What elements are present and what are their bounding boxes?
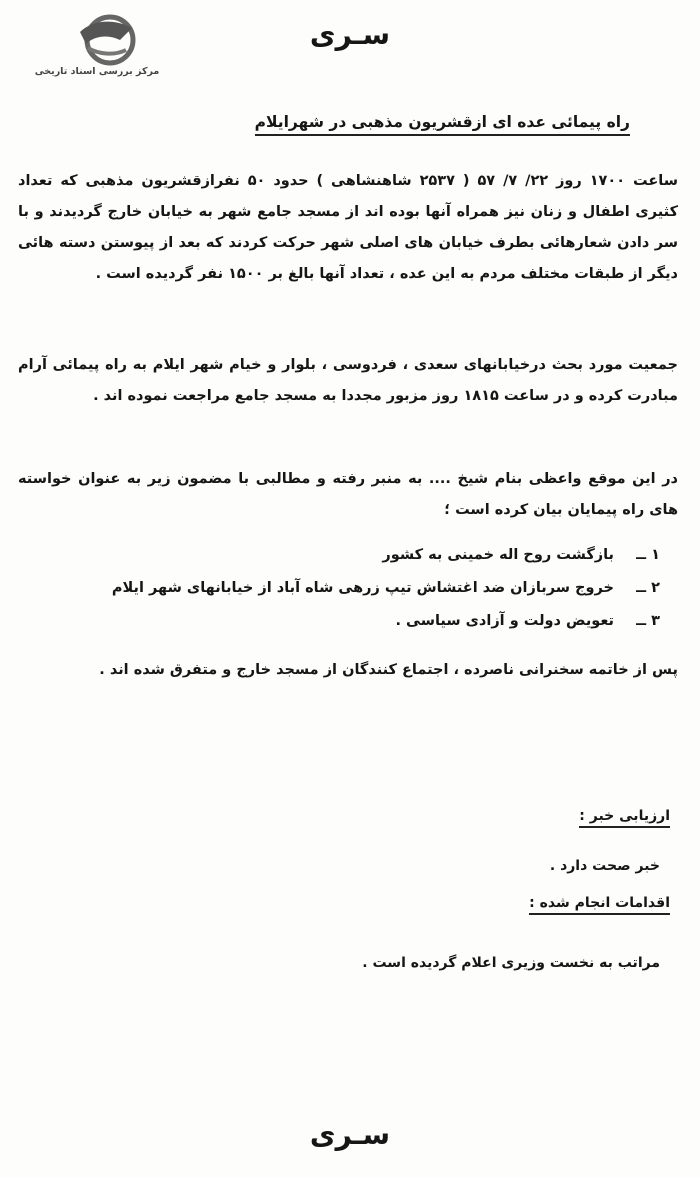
- body-paragraph-3: در اين موقع واعظى بنام شيخ .... به منبر رفته و مطالبى با مضمون زير به عنوان خواسته هاى راه پيمايان بيان كرده است ؛: [18, 471, 678, 518]
- actions-label: اقدامات انجام شده :: [529, 895, 670, 915]
- classification-bottom: سـرى: [309, 1118, 391, 1151]
- list-item-number: ۲ ــ: [636, 580, 660, 596]
- list-item: [40, 541, 660, 569]
- list-item: [40, 607, 660, 635]
- list-item-text: بازگشت روح اله خمينى به كشور: [382, 547, 614, 563]
- assessment-label: ارزيابى خبر :: [579, 808, 670, 828]
- body-paragraph-1: ساعت ۱۷۰۰ روز ۲۲/ ۷/ ۵۷ ( ۲۵۳۷ شاهنشاهى ) حدود ۵۰ نفرازقشريون مذهبى كه تعداد كثيرى اطفال و زنان نيز همراه آنها بوده اند از مسجد جامع شهر به خيابان خارج گرديدند و با سر دادن شعارهائى بطرف خيابان هاى اصلى شهر حركت كردند كه بعد از پيوستن دسته هائى ديگر از طبقات مختلف مردم به اين عده ، تعداد آنها بالغ بر ۱۵۰۰ نفر گرديده است .: [18, 173, 678, 282]
- list-item-text: خروج سربازان ضد اغتشاش تيپ زرهى شاه آباد از خيابانهاى شهر ايلام: [111, 580, 614, 596]
- actions-value: مراتب به نخست وزيرى اعلام گرديده است .: [362, 955, 660, 971]
- list-item-number: ۳ ــ: [636, 613, 660, 629]
- list-item-text: تعويض دولت و آزادى سياسى .: [395, 613, 614, 629]
- document-title: راه پيمائى عده اى ازقشريون مذهبى در شهرايلام: [255, 113, 630, 136]
- demands-list: [40, 541, 660, 640]
- document-title-block: [255, 112, 630, 136]
- body-paragraph-closing: پس از خاتمه سخنرانى ناصرده ، اجتماع كنندگان از مسجد خارج و متفرق شده اند .: [99, 662, 678, 678]
- logo-caption: مرکز بررسی اسناد تاریخی: [34, 66, 160, 77]
- body-paragraph-2: جمعيت مورد بحث درخيابانهاى سعدى ، فردوسى ، بلوار و خيام شهر ايلام به راه پيمائى آرام مبادرت كرده و در ساعت ۱۸۱۵ روز مزبور مجددا به مسجد جامع مراجعت نموده اند .: [18, 357, 678, 404]
- actions-section: [529, 892, 670, 915]
- classification-top: سـرى: [309, 18, 391, 51]
- assessment-value: خبر صحت دارد .: [549, 858, 660, 874]
- list-item-number: ۱ ــ: [636, 547, 660, 563]
- archive-logo: [22, 14, 172, 84]
- list-item: [40, 574, 660, 602]
- archive-logo-icon: [22, 14, 172, 66]
- assessment-section: [579, 805, 670, 828]
